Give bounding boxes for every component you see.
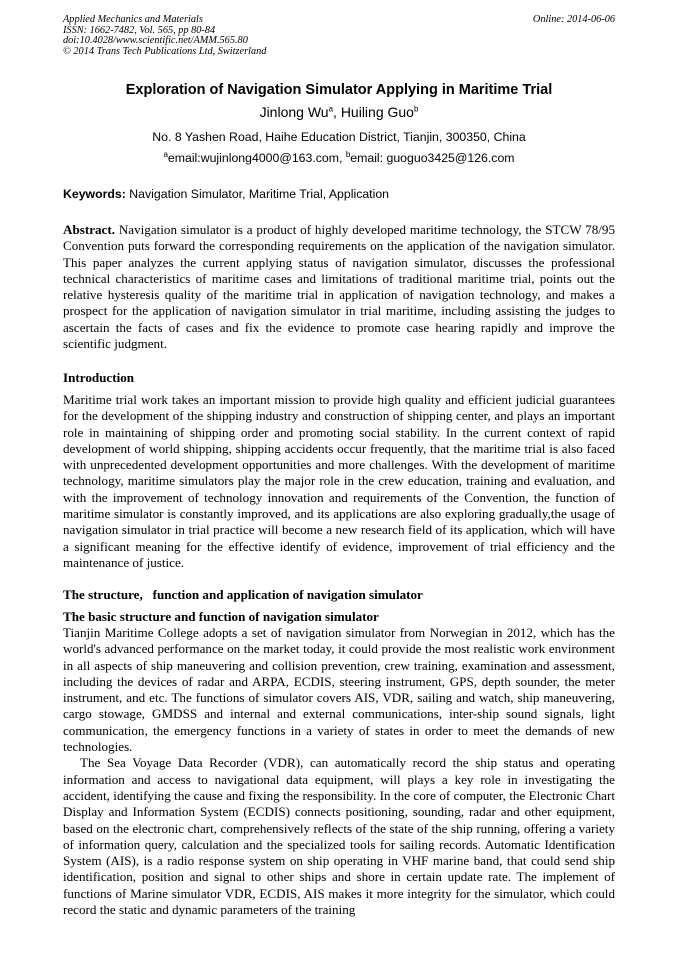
introduction-paragraph: Maritime trial work takes an important mission to provide high quality and efficient judicial guarantees for the development of the shipping industry and construction of shipping center, and plays an important role in maintaining of shipping order and promoting social stability. In the current context of rapid development of world shipping, shipping accidents occur frequently, that the maritime trial is also faced with unprecedented development opportunities and more challenges. With the development of maritime technology, maritime simulators play the major role in the crew education, training and evaluation, and with the improvement of technology innovation and requirements of the Convention, the function of maritime simulator is constantly improved, and its applications are also exploring gradually,the usage of navigation simulator in trial practice will become a new research field of its application, which will have a significant meaning for the effective identify of evidence, improvement of trial efficiency and the maintenance of justice. [63,392,615,570]
introduction-body [63,392,615,571]
author-line [40,102,638,122]
journal-name: Applied Mechanics and Materials [63,14,203,25]
keywords-label: Keywords: [63,187,126,201]
online-date: Online: 2014-06-06 [532,14,615,25]
issn-line: ISSN: 1662-7482, Vol. 565, pp 80-84 [63,24,216,36]
abstract [63,222,615,352]
author-1: Jinlong Wu [259,104,329,120]
email-line [40,150,638,166]
email-1: email:wujinlong4000@163.com, [167,151,346,165]
abstract-text: Navigation simulator is a product of highly developed maritime technology, the STCW 78/95 Convention puts forward the corresponding requirements on the application of the navigation simulator. This paper analyzes the current applying status of navigation simulator, discusses the professional technical characteristics of maritime cases and limitations of traditional maritime trial, points out the relative hysteresis quality of the maritime trial in application of navigation technology, and makes a prospect for the application of navigation simulator in trial maritime, including assisting the judges to ascertain the facts of cases and fix the evidence to promote case hearing rapidly and improve the scientific judgment. [63,222,615,352]
keywords-text: Navigation Simulator, Maritime Trial, Application [125,187,390,201]
author-separator: , [333,104,341,120]
author-2: Huiling Guo [340,104,414,120]
title-block [40,80,638,166]
structure-body [63,625,615,918]
abstract-label: Abstract. [63,222,115,237]
copyright-line: © 2014 Trans Tech Publications Ltd, Switzerland [63,45,267,57]
introduction-heading: Introduction [63,370,135,385]
email-2: email: guoguo3425@126.com [350,151,515,165]
author-2-sup: b [413,104,419,114]
author-1-sup: a [328,104,334,114]
structure-paragraph-1: Tianjin Maritime College adopts a set of navigation simulator from Norwegian in 2012, which has the world's advanced performance on the market today, it could provide the most realistic work environment in all aspects of ship maneuvering and collision prevention, crew training, examination and assessment, including the devices of radar and ARPA, ECDIS, steering instrument, GPS, depth sounder, the meter instrument, and etc. The functions of simulator covers AIS, VDR, sailing and watch, ship maneuvering, cargo stowage, GMDSS and internal and external communications, inter-ship sound signals, light communication, the emergency functions in a variety of states in order to meet the demands of new technologies. [63,625,615,755]
structure-section-heading: The structure, function and application of navigation simulator [63,587,423,602]
affiliation: No. 8 Yashen Road, Haihe Education District, Tianjin, 300350, China [152,130,526,144]
page-header [63,15,615,57]
structure-subheading: The basic structure and function of navigation simulator [63,609,379,624]
doi-line: doi:10.4028/www.scientific.net/AMM.565.80 [63,35,248,46]
paper-title: Exploration of Navigation Simulator Applying in Maritime Trial [125,82,553,98]
abstract-paragraph [63,222,615,352]
keywords [63,186,615,202]
email-1-sup: a [163,149,168,159]
email-2-sup: b [345,149,351,159]
structure-paragraph-2: The Sea Voyage Data Recorder (VDR), can automatically record the ship status and operating information and access to navigational data equipment, will plays a key role in investigating the accident, identifying the cause and fixing the responsibility. In the core of computer, the Electronic Chart Display and Information System (ECDIS) connects positioning, sounding, radar and other equipment, based on the electronic chart, comprehensively reflects of the state of the ship running, offering a variety of information query, calculation and the specialized tools for sailing records. Automatic Identification System (AIS), is a radio response system on ship operating in VHF marine band, that could send ship identification, position and signal to other ships and shore in certain update rate. The implement of functions of Marine simulator VDR, ECDIS, AIS makes it more integrity for the simulator, which could record the static and dynamic parameters of the training [63,755,615,918]
